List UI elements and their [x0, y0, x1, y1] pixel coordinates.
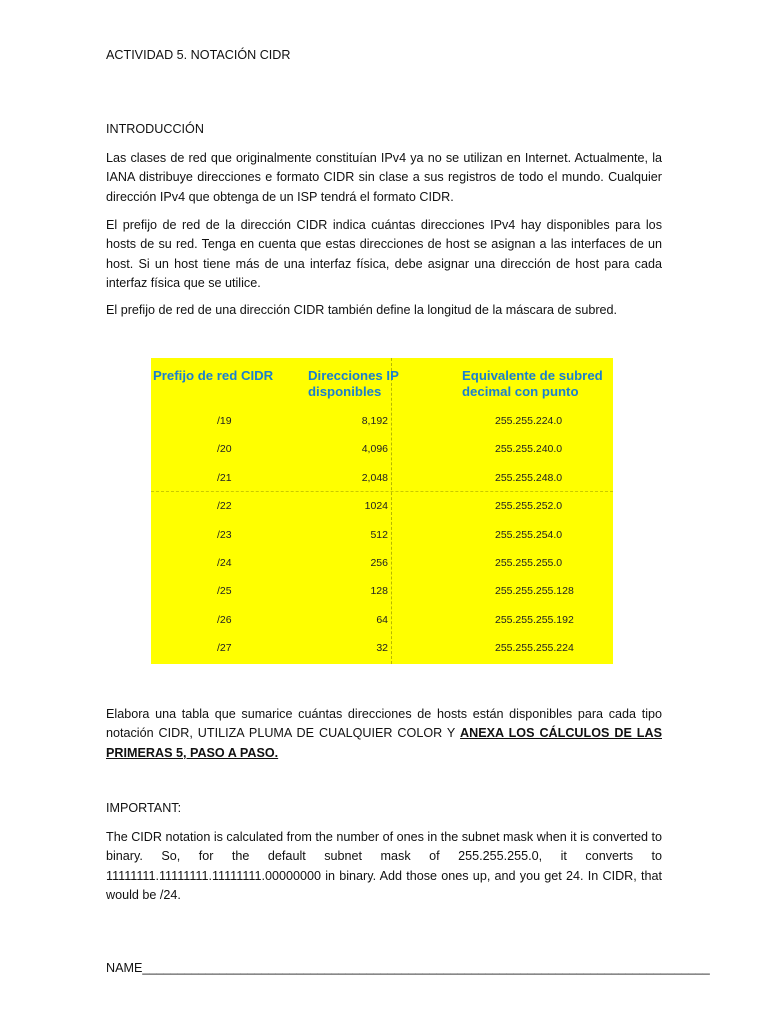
cell-prefix: /25	[217, 585, 232, 598]
table-row	[151, 443, 613, 461]
cell-count: 64	[376, 613, 388, 626]
header-prefix	[153, 368, 273, 384]
cell-prefix: /26	[217, 613, 232, 626]
cell-prefix: /22	[217, 500, 232, 513]
cell-count: 256	[370, 557, 388, 569]
cell-mask: 255.255.224.0	[495, 415, 563, 427]
cell-mask: 255.255.252.0	[495, 500, 563, 513]
table-row	[151, 415, 613, 433]
table-divider	[151, 491, 613, 492]
header-mask-label-2: decimal con punto	[462, 384, 579, 399]
cell-count: 32	[376, 642, 388, 655]
cell-count: 8,192	[361, 415, 388, 427]
important-heading: IMPORTANT:	[106, 801, 182, 815]
cell-mask: 255.255.254.0	[495, 528, 563, 541]
header-count-label-2: disponibles	[308, 384, 382, 399]
header-mask-label-1: Equivalente de subred	[462, 368, 603, 383]
intro-paragraph-2: El prefijo de red de la dirección CIDR indica cuántas direcciones IPv4 hay disponibles para los hosts de su red. Tenga en cuenta que estas direcciones de host se asignan a las interfaces de un host. Si un host tiene más de una interfaz física, debe asignar una dirección de host para cada interfaz física que se utilice.	[106, 218, 662, 290]
important-paragraph: The CIDR notation is calculated from the number of ones in the subnet mask when it is converted to binary. So, for the default subnet mask of 255.255.255.0, it converts to 11111111.11111111.11111111.00000000 in binary. Add those ones up, and you get 24. In CIDR, that would be /24.	[106, 830, 662, 902]
name-field[interactable]: NAME_________________________________________________________________________________	[106, 961, 710, 975]
cell-count: 512	[370, 528, 388, 541]
cell-mask: 255.255.255.0	[495, 557, 563, 569]
intro-heading: INTRODUCCIÓN	[106, 122, 204, 136]
task-text: Elabora una tabla que sumarice cuántas direcciones de hosts están disponibles para cada tipo notación CIDR, UTILIZA PLUMA DE CUALQUIER COLOR Y	[106, 707, 662, 741]
page-title: ACTIVIDAD 5. NOTACIÓN CIDR	[106, 48, 291, 62]
cell-mask: 255.255.255.192	[495, 613, 574, 626]
cell-prefix: /20	[217, 443, 232, 456]
cell-prefix: /27	[217, 642, 232, 655]
cell-count: 1024	[364, 500, 388, 513]
cell-prefix: /24	[217, 557, 232, 569]
cell-mask: 255.255.255.128	[495, 585, 574, 598]
cell-prefix: /19	[217, 415, 232, 427]
table-row	[151, 472, 613, 490]
cell-prefix: /23	[217, 528, 232, 541]
header-count	[308, 368, 399, 400]
header-count-label-1: Direcciones IP	[308, 368, 399, 383]
header-mask	[462, 368, 603, 400]
table-row	[151, 500, 613, 518]
task-paragraph	[106, 705, 662, 763]
intro-paragraph-1: Las clases de red que originalmente constituían IPv4 ya no se utilizan en Internet. Actualmente, la IANA distribuye direcciones e formato CIDR sin clase a sus registros de todo el mundo. Cualquier dirección IPv4 que obtenga de un ISP tendrá el formato CIDR.	[106, 151, 662, 204]
table-row	[151, 642, 613, 660]
cell-mask: 255.255.255.224	[495, 642, 574, 655]
cell-count: 128	[370, 585, 388, 598]
cidr-table-figure	[151, 358, 613, 664]
table-row	[151, 529, 613, 547]
intro-paragraph-3: El prefijo de red de una dirección CIDR también define la longitud de la máscara de subred.	[106, 303, 618, 317]
header-prefix-label: Prefijo de red CIDR	[153, 368, 274, 383]
cell-count: 2,048	[361, 471, 388, 484]
cell-prefix: /21	[217, 471, 232, 484]
cell-mask: 255.255.248.0	[495, 471, 563, 484]
task-emphasis: ANEXA LOS CÁLCULOS DE LAS PRIMERAS 5, PASO A PASO.	[106, 726, 662, 760]
table-row	[151, 557, 613, 575]
table-row	[151, 614, 613, 632]
cell-count: 4,096	[361, 443, 388, 456]
table-row	[151, 585, 613, 603]
cell-mask: 255.255.240.0	[495, 443, 563, 456]
